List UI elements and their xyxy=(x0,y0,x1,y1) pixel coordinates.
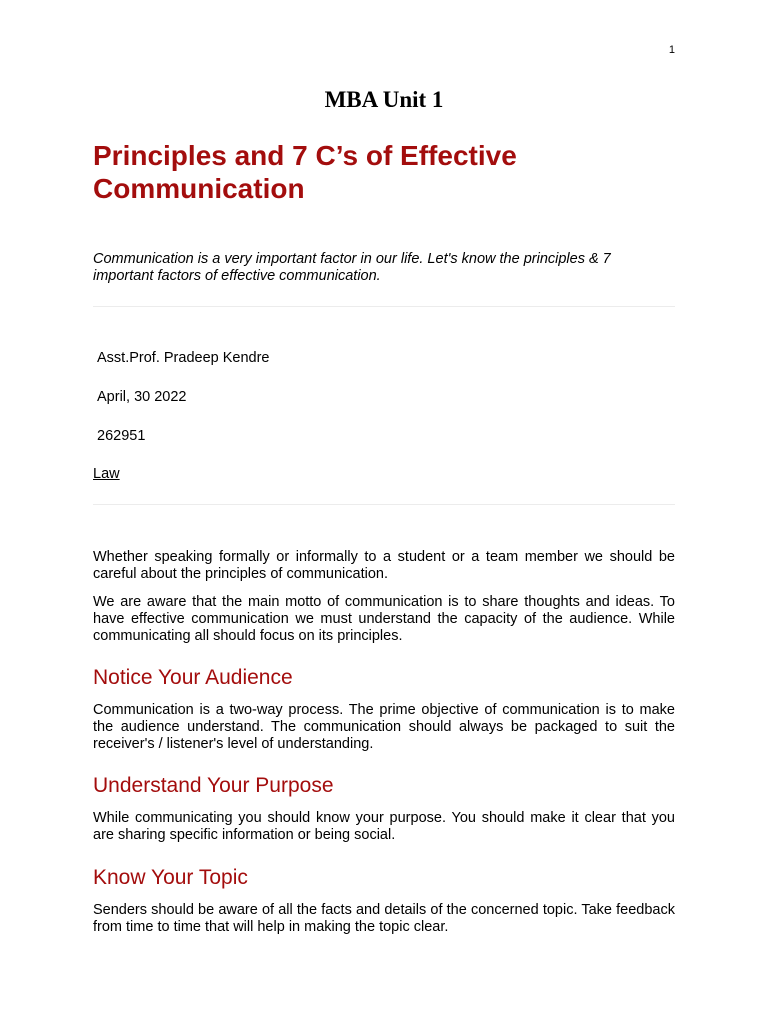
page-number: 1 xyxy=(668,44,675,56)
intro-paragraph-1: Whether speaking formally or informally to a student or a team member we should be careful about the principles of communication. xyxy=(93,549,675,582)
document-title: Principles and 7 C’s of Effective Communication xyxy=(93,140,517,204)
section-text-purpose: While communicating you should know your purpose. You should make it clear that you are sharing specific information or being social. xyxy=(93,810,675,843)
intro-paragraph-2: We are aware that the main motto of communication is to share thoughts and ideas. To have effective communication we must understand the capacity of the audience. While communicating all should focus on its principles. xyxy=(93,594,675,644)
author-name: Asst.Prof. Pradeep Kendre xyxy=(97,350,270,366)
document-subtitle: Communication is a very important factor in our life. Let's know the principles & 7 important factors of effective communication. xyxy=(93,251,611,284)
section-text-topic: Senders should be aware of all the facts and details of the concerned topic. Take feedback from time to time that will help in making the topic clear. xyxy=(93,902,675,935)
section-heading-purpose: Understand Your Purpose xyxy=(93,774,334,797)
unit-title: MBA Unit 1 xyxy=(324,87,444,112)
section-heading-audience: Notice Your Audience xyxy=(93,666,293,689)
publish-date: April, 30 2022 xyxy=(97,389,187,405)
category-link[interactable]: Law xyxy=(93,466,120,482)
document-id: 262951 xyxy=(97,428,146,444)
divider-bottom xyxy=(93,504,675,505)
section-text-audience: Communication is a two-way process. The prime objective of communication is to make the audience understand. The communication should always be packaged to suit the receiver's / listener's level of understanding. xyxy=(93,702,675,752)
document-page xyxy=(93,0,675,1024)
section-heading-topic: Know Your Topic xyxy=(93,866,248,889)
divider-top xyxy=(93,306,675,307)
